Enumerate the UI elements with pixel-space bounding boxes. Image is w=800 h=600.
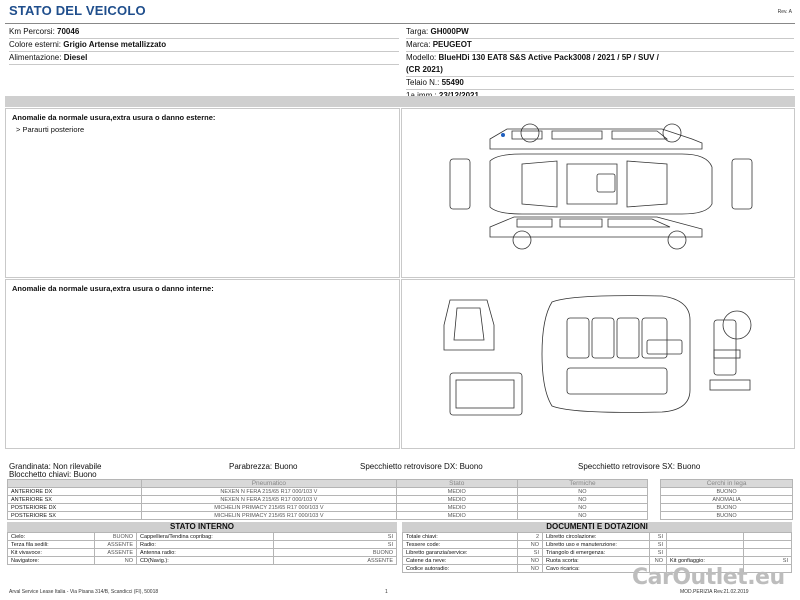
doc-value: NO: [650, 557, 667, 565]
table-row: [8, 541, 397, 549]
doc-value: SI: [518, 549, 543, 557]
marca-label: Marca:: [406, 40, 431, 49]
doc-label: Libretto uso e manutenzione:: [543, 541, 650, 549]
car-exterior-diagram: [402, 109, 794, 277]
stato-interno-table: [7, 532, 397, 565]
interno-value: ASSENTE: [95, 549, 137, 557]
doc-label: [667, 533, 744, 541]
tire-position: POSTERIORE SX: [8, 512, 142, 520]
tires-header-position: [8, 480, 142, 488]
marca-row: [406, 39, 794, 52]
tire-gap: [648, 496, 661, 504]
fuel-row: [9, 52, 399, 65]
internal-damage-panel: [5, 279, 400, 449]
telaio-label: Telaio N.:: [406, 78, 440, 87]
tires-header-stato: Stato: [396, 480, 517, 488]
modello-value-2: (CR 2021): [406, 65, 443, 74]
doc-value: NO: [518, 557, 543, 565]
documenti-title: DOCUMENTI E DOTAZIONI: [402, 522, 792, 532]
title-divider: [5, 23, 795, 24]
fuel-label: Alimentazione:: [9, 53, 62, 62]
tire-position: ANTERIORE SX: [8, 496, 142, 504]
interno-value: NO: [95, 557, 137, 565]
doc-label: Kit gonfiaggio:: [667, 557, 744, 565]
interno-value: BUONO: [95, 533, 137, 541]
grandinata-text: Grandinata: Non rilevabile: [9, 462, 102, 471]
doc-value: NO: [518, 565, 543, 573]
telaio-value: 55490: [441, 78, 464, 87]
doc-label: Libretto garanzia/service:: [403, 549, 518, 557]
doc-label: Triangolo di emergenza:: [543, 549, 650, 557]
blocchetto-text: Blocchetto chiavi: Buono: [9, 470, 97, 479]
doc-value: NO: [518, 541, 543, 549]
doc-label: Totale chiavi:: [403, 533, 518, 541]
doc-value: SI: [650, 533, 667, 541]
external-damage-label: Anomalie da normale usura,extra usura o danno esterne:: [12, 113, 216, 122]
revision-label: Rev. A: [777, 9, 792, 15]
tire-termiche: NO: [517, 504, 648, 512]
footer-address: Arval Service Lease Italia - Via Pisana 314/B, Scandicci (FI), 50018: [9, 589, 159, 595]
doc-label: Codice autoradio:: [403, 565, 518, 573]
tire-gap: [648, 504, 661, 512]
tire-stato: MEDIO: [396, 504, 517, 512]
tires-header-pneumatico: Pneumatico: [141, 480, 396, 488]
external-diagram-panel: [401, 108, 795, 278]
doc-label: [667, 541, 744, 549]
table-row: [8, 549, 397, 557]
interno-value: BUONO: [274, 549, 397, 557]
footer-code: MOD.PERIZIA Rev.21.02.2019: [680, 589, 749, 595]
tire-gap: [648, 488, 661, 496]
doc-value: SI: [650, 549, 667, 557]
tire-gap: [648, 512, 661, 520]
km-label: Km Percorsi:: [9, 27, 55, 36]
targa-value: GH000PW: [430, 27, 469, 36]
parabrezza-text: Parabrezza: Buono: [229, 462, 298, 471]
tires-table: [7, 479, 793, 520]
internal-diagram-panel: [401, 279, 795, 449]
tire-termiche: NO: [517, 488, 648, 496]
tire-model: MICHELIN PRIMACY 215/65 R17 000/103 V: [141, 504, 396, 512]
modello-label: Modello:: [406, 53, 437, 62]
doc-value: SI: [650, 541, 667, 549]
interno-label: Cielo:: [8, 533, 95, 541]
page-title: STATO DEL VEICOLO: [9, 3, 146, 18]
doc-label: Catene da neve:: [403, 557, 518, 565]
doc-value: SI: [744, 557, 792, 565]
tire-stato: MEDIO: [396, 488, 517, 496]
table-row: [8, 512, 793, 520]
km-row: [9, 26, 399, 39]
km-value: 70046: [57, 27, 80, 36]
tire-termiche: NO: [517, 496, 648, 504]
tire-stato: MEDIO: [396, 512, 517, 520]
section-band-top: [5, 96, 795, 107]
tires-header-row: [8, 480, 793, 488]
doc-value: 2: [518, 533, 543, 541]
tire-cerchi: BUONO: [661, 512, 793, 520]
color-value: Grigio Artense metallizzato: [63, 40, 167, 49]
tires-header-termiche: Termiche: [517, 480, 648, 488]
marca-value: PEUGEOT: [432, 40, 472, 49]
tire-stato: MEDIO: [396, 496, 517, 504]
doc-value: [744, 549, 792, 557]
interno-label: CD(Navig.):: [137, 557, 274, 565]
tires-header-gap: [648, 480, 661, 488]
vehicle-info-right: [406, 26, 794, 103]
stato-interno-title: STATO INTERNO: [7, 522, 397, 532]
specchietto-dx-text: Specchietto retrovisore DX: Buono: [360, 462, 483, 471]
fuel-value: Diesel: [63, 53, 88, 62]
car-interior-diagram: [402, 280, 794, 448]
vehicle-info-left: [9, 26, 399, 65]
interno-value: SI: [274, 541, 397, 549]
tire-position: POSTERIORE DX: [8, 504, 142, 512]
table-row: [403, 533, 792, 541]
interno-label: Navigatore:: [8, 557, 95, 565]
tire-cerchi: BUONO: [661, 488, 793, 496]
tire-model: NEXEN N FERA 215/65 R17 000/103 V: [141, 488, 396, 496]
internal-damage-label: Anomalie da normale usura,extra usura o danno interne:: [12, 284, 214, 293]
table-row: [8, 533, 397, 541]
color-row: [9, 39, 399, 52]
table-row: [8, 488, 793, 496]
interno-value: SI: [274, 533, 397, 541]
modello-row: [406, 52, 794, 64]
targa-row: [406, 26, 794, 39]
color-label: Colore esterni:: [9, 40, 62, 49]
doc-label: Tessere code:: [403, 541, 518, 549]
table-row: [403, 541, 792, 549]
footer-page-number: 1: [385, 589, 388, 595]
interno-label: Radio:: [137, 541, 274, 549]
stato-interno-section: [7, 522, 397, 565]
tire-model: MICHELIN PRIMACY 215/65 R17 000/103 V: [141, 512, 396, 520]
modello-row-2: [406, 64, 794, 77]
table-row: [403, 557, 792, 565]
interno-label: Cappelliera/Tendina copribag:: [137, 533, 274, 541]
tire-termiche: NO: [517, 512, 648, 520]
modello-value-1: BlueHDi 130 EAT8 S&S Active Pack3008 / 2021 / 5P / SUV /: [438, 53, 659, 62]
tire-cerchi: BUONO: [661, 504, 793, 512]
external-damage-item: > Paraurti posteriore: [16, 125, 85, 134]
tire-cerchi: ANOMALIA: [661, 496, 793, 504]
doc-label: Ruota scorta:: [543, 557, 650, 565]
interno-label: Antenna radio:: [137, 549, 274, 557]
doc-label: Libretto circolazione:: [543, 533, 650, 541]
external-damage-panel: [5, 108, 400, 278]
table-row: [8, 496, 793, 504]
tires-header-cerchi: Cerchi in lega: [661, 480, 793, 488]
table-row: [8, 504, 793, 512]
interno-value: ASSENTE: [274, 557, 397, 565]
interno-value: ASSENTE: [95, 541, 137, 549]
tire-position: ANTERIORE DX: [8, 488, 142, 496]
table-row: [8, 557, 397, 565]
interno-label: Kit vivavoce:: [8, 549, 95, 557]
doc-value: [744, 541, 792, 549]
interno-label: Terza fila sedili:: [8, 541, 95, 549]
table-row: [403, 549, 792, 557]
doc-value: [744, 533, 792, 541]
specchietto-sx-text: Specchietto retrovisore SX: Buono: [578, 462, 701, 471]
damage-marker-icon: [501, 133, 505, 137]
watermark-logo: CarOutlet.eu: [632, 565, 785, 590]
doc-label: [667, 549, 744, 557]
doc-label: Cavo ricarica:: [543, 565, 650, 573]
telaio-row: [406, 77, 794, 90]
targa-label: Targa:: [406, 27, 429, 36]
tire-model: NEXEN N FERA 215/65 R17 000/103 V: [141, 496, 396, 504]
